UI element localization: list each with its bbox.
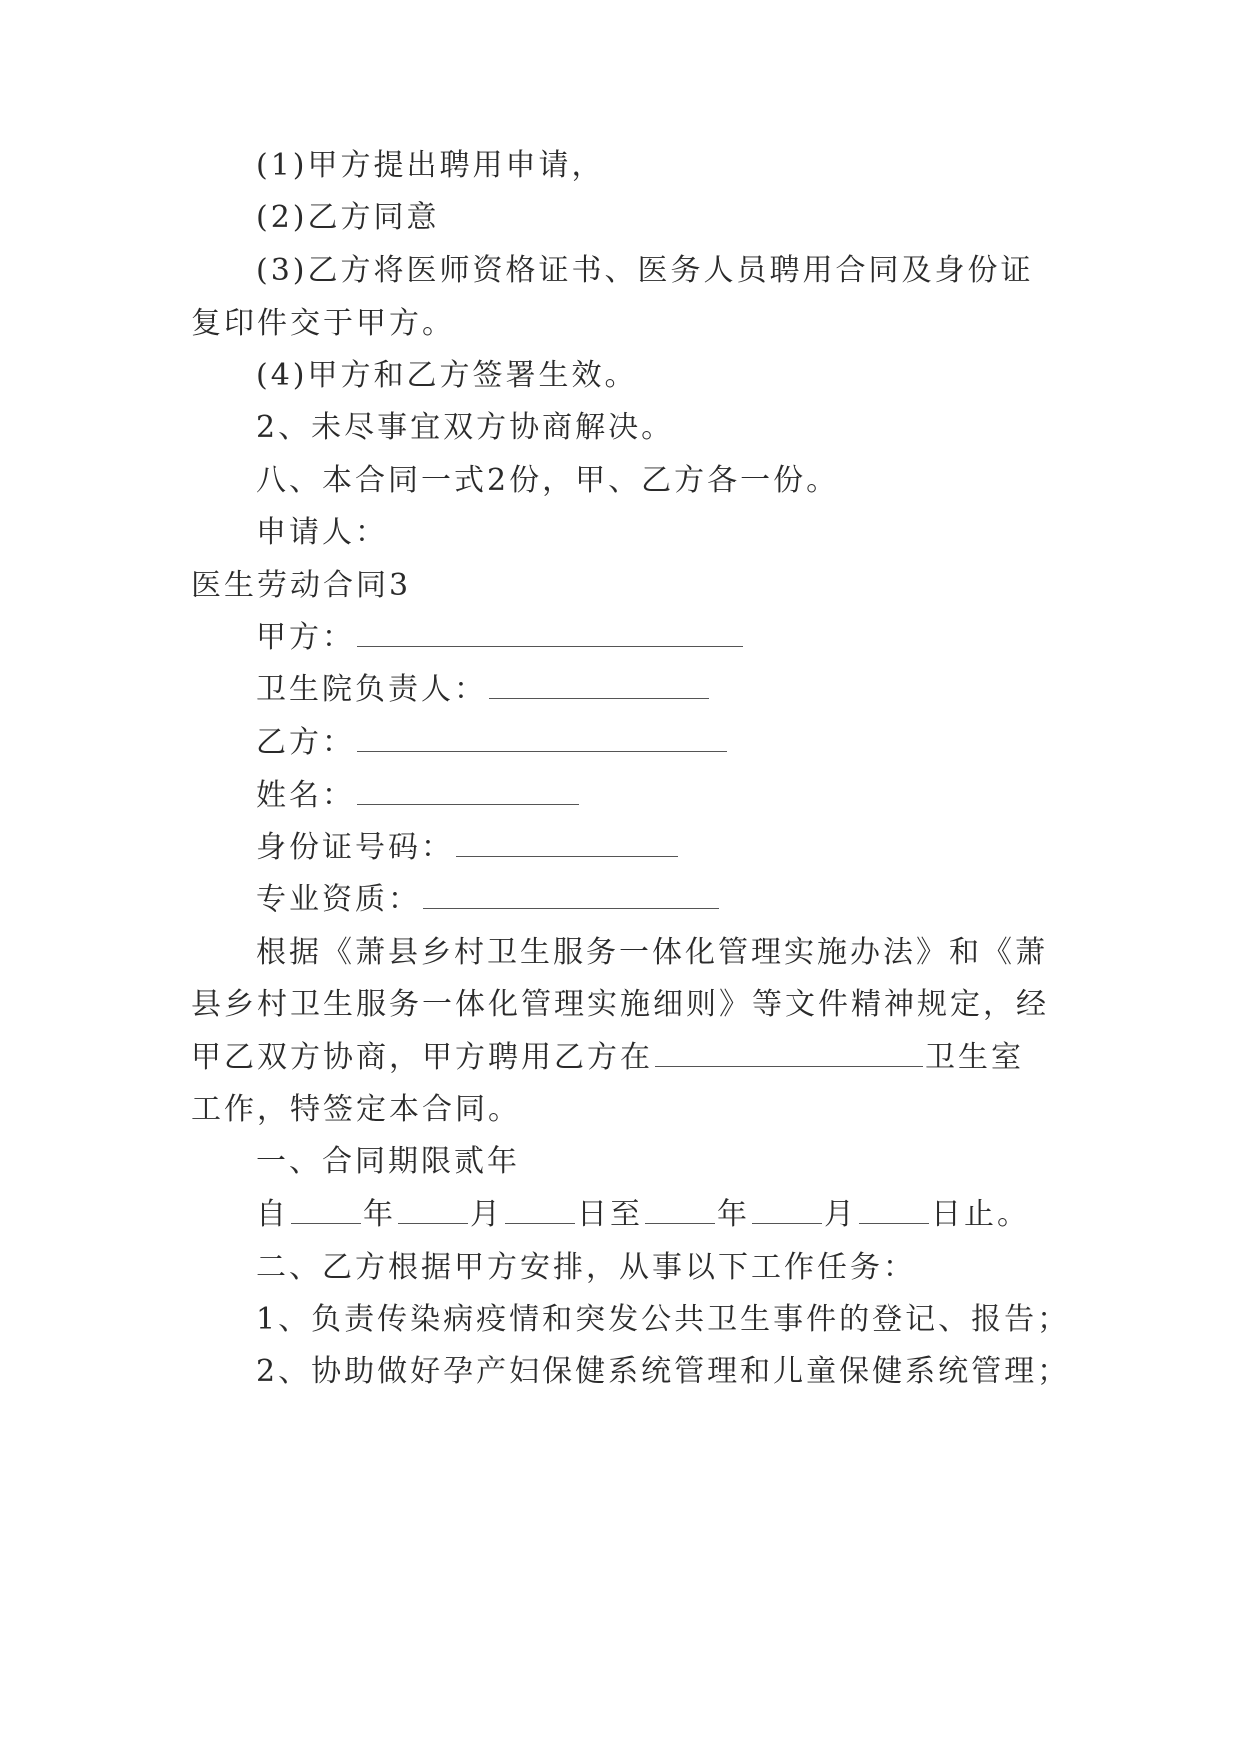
party-b-label: 乙方：: [256, 725, 355, 760]
name-label: 姓名：: [256, 778, 355, 813]
clause-item-1: (1)甲方提出聘用申请，: [256, 148, 605, 183]
hospital-head-field: [256, 670, 711, 710]
qualification-label: 专业资质：: [256, 882, 421, 917]
applicant-label: 申请人：: [256, 515, 388, 550]
paragraph-line: 县乡村卫生服务一体化管理实施细则》等文件精神规定，经: [191, 987, 1049, 1022]
task-item-1: 1、负责传染病疫情和突发公共卫生事件的登记、报告；: [256, 1302, 1071, 1337]
year-label: 年: [717, 1197, 750, 1232]
workplace-prefix: 甲乙双方协商，甲方聘用乙方在: [191, 1040, 653, 1075]
end-day-blank[interactable]: [859, 1197, 929, 1224]
id-number-field: [256, 828, 680, 868]
workplace-blank[interactable]: [655, 1040, 923, 1067]
month-label: 月: [824, 1197, 857, 1232]
hospital-head-blank[interactable]: [489, 672, 709, 699]
party-a-label: 甲方：: [256, 620, 355, 655]
start-month-blank[interactable]: [398, 1197, 468, 1224]
section-2-title: 二、乙方根据甲方安排，从事以下工作任务：: [256, 1250, 916, 1285]
date-from-label: 自: [256, 1197, 289, 1232]
clause-2: 2、未尽事宜双方协商解决。: [256, 410, 675, 445]
id-number-label: 身份证号码：: [256, 830, 454, 865]
clause-8: 八、本合同一式2份，甲、乙方各一份。: [256, 463, 840, 498]
paragraph-line: 根据《萧县乡村卫生服务一体化管理实施办法》和《萧: [256, 935, 1048, 970]
qualification-blank[interactable]: [423, 882, 719, 909]
section-1-title: 一、合同期限贰年: [256, 1144, 520, 1179]
year-label: 年: [363, 1197, 396, 1232]
qualification-field: [256, 880, 721, 920]
start-day-blank[interactable]: [505, 1197, 575, 1224]
clause-item-2: (2)乙方同意: [256, 200, 440, 235]
paragraph-line: 工作，特签定本合同。: [191, 1092, 521, 1127]
day-end-label: 日止。: [931, 1197, 1030, 1232]
month-label: 月: [470, 1197, 503, 1232]
contract-period-line: [256, 1195, 1030, 1235]
name-field: [256, 776, 581, 816]
start-year-blank[interactable]: [291, 1197, 361, 1224]
party-a-blank[interactable]: [357, 620, 743, 647]
clause-item-3: (3)乙方将医师资格证书、医务人员聘用合同及身份证: [256, 253, 1034, 288]
party-b-blank[interactable]: [357, 725, 727, 752]
day-to-label: 日至: [577, 1197, 643, 1232]
task-item-2: 2、协助做好孕产妇保健系统管理和儿童保健系统管理；: [256, 1354, 1071, 1389]
clause-item-3-continued: 复印件交于甲方。: [191, 306, 455, 341]
end-month-blank[interactable]: [752, 1197, 822, 1224]
clause-item-4: (4)甲方和乙方签署生效。: [256, 358, 638, 393]
party-a-field: [256, 618, 745, 658]
party-b-field: [256, 723, 729, 763]
workplace-suffix: 卫生室: [925, 1040, 1024, 1075]
end-year-blank[interactable]: [645, 1197, 715, 1224]
workplace-line: [191, 1038, 1024, 1078]
contract-title: 医生劳动合同3: [191, 568, 412, 603]
id-number-blank[interactable]: [456, 830, 678, 857]
name-blank[interactable]: [357, 778, 579, 805]
hospital-head-label: 卫生院负责人：: [256, 672, 487, 707]
